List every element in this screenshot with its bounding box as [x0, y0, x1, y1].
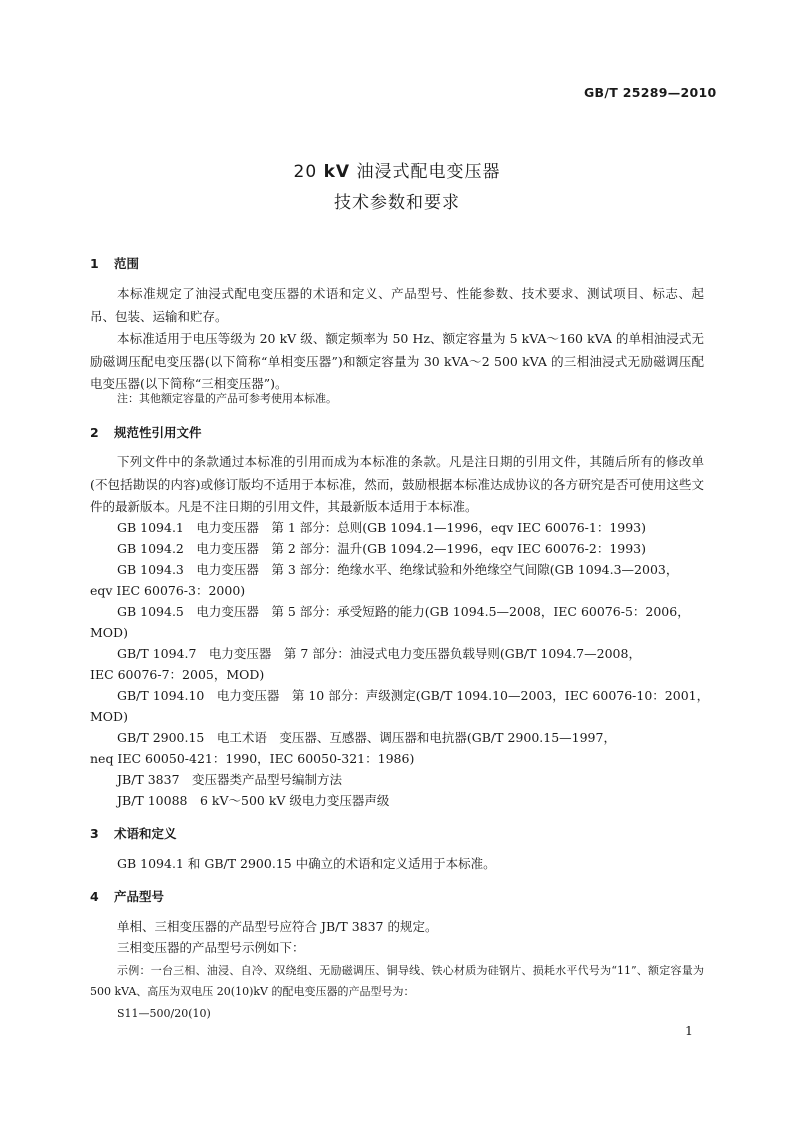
reference-item: JB/T 3837 变压器类产品型号编制方法	[117, 772, 343, 787]
section-number: 3	[90, 826, 99, 841]
section-number: 4	[90, 889, 99, 904]
reference-item: GB 1094.3 电力变压器 第 3 部分：绝缘水平、绝缘试验和外绝缘空气间隙(GB 1094.3—2003，	[117, 562, 679, 577]
reference-item-continuation: IEC 60076-7：2005，MOD)	[90, 667, 265, 682]
section-2-heading	[90, 423, 202, 441]
reference-item: JB/T 10088 6 kV～500 kV 级电力变压器声级	[117, 793, 390, 808]
title-rest: 油浸式配电变压器	[350, 162, 501, 182]
title-voltage: 20	[293, 162, 324, 182]
section-title: 产品型号	[114, 889, 165, 904]
reference-item: GB 1094.2 电力变压器 第 2 部分：温升(GB 1094.2—1996，eqv IEC 60076-2：1993)	[117, 541, 647, 556]
section-1-note: 注：其他额定容量的产品可参考使用本标准。	[117, 392, 337, 405]
reference-item-continuation: MOD)	[90, 709, 128, 724]
section-title: 范围	[114, 256, 140, 271]
section-3-paragraph-1: GB 1094.1 和 GB/T 2900.15 中确立的术语和定义适用于本标准。	[117, 856, 496, 871]
section-4-paragraph-2: 三相变压器的产品型号示例如下：	[117, 940, 305, 955]
section-4-paragraph-1: 单相、三相变压器的产品型号应符合 JB/T 3837 的规定。	[117, 919, 438, 934]
section-2-paragraph-1: 下列文件中的条款通过本标准的引用而成为本标准的条款。凡是注日期的引用文件，其随后所有的修改单(不包括勘误的内容)或修订版均不适用于本标准，然而，鼓励根据本标准达成协议的各方研究是否可使用这些文件的最新版本。凡是不注日期的引用文件，其最新版本适用于本标准。	[90, 454, 704, 514]
reference-item: GB/T 2900.15 电工术语 变压器、互感器、调压器和电抗器(GB/T 2900.15—1997，	[117, 730, 616, 745]
title-unit: kV	[323, 162, 351, 182]
reference-item: GB/T 1094.7 电力变压器 第 7 部分：油浸式电力变压器负载导则(GB/T 1094.7—2008，	[117, 646, 641, 661]
product-model-example: S11—500/20(10)	[117, 1007, 211, 1020]
reference-item-continuation: neq IEC 60050-421：1990，IEC 60050-321：1986)	[90, 751, 415, 766]
reference-item-continuation: MOD)	[90, 625, 128, 640]
section-title: 术语和定义	[114, 826, 177, 841]
section-number: 2	[90, 425, 99, 440]
section-title: 规范性引用文件	[114, 425, 202, 440]
document-title-line2: 技术参数和要求	[334, 193, 460, 213]
page-number: 1	[685, 1023, 693, 1038]
section-number: 1	[90, 256, 99, 271]
section-3-heading	[90, 824, 177, 842]
reference-item-continuation: eqv IEC 60076-3：2000)	[90, 583, 246, 598]
section-1-paragraph-2: 本标准适用于电压等级为 20 kV 级、额定频率为 50 Hz、额定容量为 5 kVA～160 kVA 的单相油浸式无励磁调压配电变压器(以下简称“单相变压器”)和额定容量为 30 kVA～2 500 kVA 的三相油浸式无励磁调压配电变压器(以下简称“三相变压器”)。	[90, 331, 704, 391]
document-title-line1	[0, 157, 794, 182]
section-4-heading	[90, 887, 164, 905]
section-1-heading	[90, 254, 139, 272]
reference-item: GB 1094.1 电力变压器 第 1 部分：总则(GB 1094.1—1996，eqv IEC 60076-1：1993)	[117, 520, 647, 535]
section-1-paragraph-1: 本标准规定了油浸式配电变压器的术语和定义、产品型号、性能参数、技术要求、测试项目、标志、起吊、包装、运输和贮存。	[90, 286, 704, 324]
standard-number: GB/T 25289—2010	[584, 85, 717, 100]
example-text: 示例：一台三相、油浸、自冷、双绕组、无励磁调压、铜导线、铁心材质为硅钢片、损耗水平代号为“11”、额定容量为 500 kVA、高压为双电压 20(10)kV 的配电变压器的产品型号为：	[90, 964, 704, 998]
reference-item: GB/T 1094.10 电力变压器 第 10 部分：声级测定(GB/T 1094.10—2003，IEC 60076-10：2001，	[117, 688, 710, 703]
reference-item: GB 1094.5 电力变压器 第 5 部分：承受短路的能力(GB 1094.5—2008，IEC 60076-5：2006，	[117, 604, 690, 619]
